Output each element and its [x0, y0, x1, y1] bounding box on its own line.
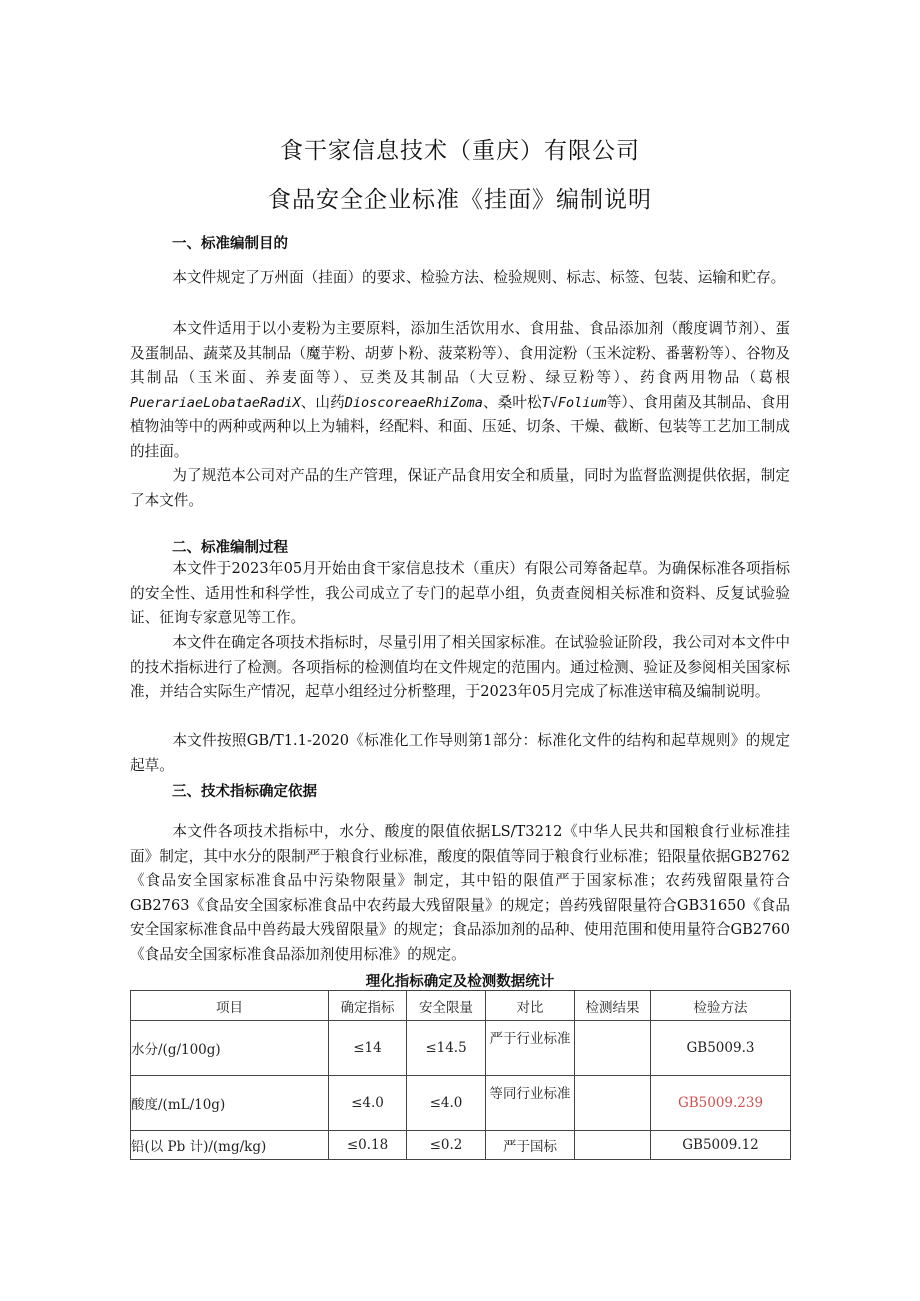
cell-indicator: ≤14: [329, 1021, 407, 1076]
company-title: 食干家信息技术（重庆）有限公司: [280, 138, 640, 164]
cell-result: [575, 1131, 651, 1160]
header-cell: 项目: [131, 991, 329, 1021]
paragraph: 为了规范本公司对产品的生产管理，保证产品食用安全和质量，同时为监督监测提供依据，制定了本文件。: [130, 467, 790, 509]
cell-method: GB5009.12: [651, 1131, 791, 1160]
cell-comparison: 等同行业标准: [486, 1076, 575, 1131]
latin-name: PuerariaeLobataeRadiX: [130, 394, 301, 411]
latin-name: T√Folium: [541, 394, 607, 411]
header-cell: 检验方法: [651, 991, 791, 1021]
cell-limit: ≤0.2: [407, 1131, 486, 1160]
section-2-heading: 二、标准编制过程: [172, 540, 288, 556]
cell-result: [575, 1021, 651, 1076]
cell-item: 酸度/(mL/10g): [131, 1076, 329, 1131]
cell-method: GB5009.3: [651, 1021, 791, 1076]
table-header-row: [131, 991, 791, 1021]
header-cell: 检测结果: [575, 991, 651, 1021]
section-3-heading: 三、技术指标确定依据: [172, 784, 317, 800]
text: 等）、食用菌及其制品、食用植物油等中的两种或两种以上为辅料，经配料、和面、压延、切条、干燥、截断、包装等工艺加工制成的挂面。: [130, 393, 790, 460]
table-row: [131, 1021, 791, 1076]
document-title: 食品安全企业标准《挂面》编制说明: [268, 187, 652, 213]
cell-item: 水分/(g/100g): [131, 1021, 329, 1076]
text: 、桑叶松: [482, 393, 542, 411]
paragraph: 本文件各项技术指标中，水分、酸度的限值依据LS/T3212《中华人民共和国粮食行业标准挂面》制定，其中水分的限制严于粮食行业标准，酸度的限值等同于粮食行业标准；铅限量依据GB2762《食品安全国家标准食品中污染物限量》制定，其中铅的限值严于国家标准；农药残留限量符合GB2763《食品安全国家标准食品中农药最大残留限量》的规定；兽药残留限量符合GB31650《食品安全国家标准食品中兽药最大残留限量》的规定；食品添加剂的品种、使用范围和使用量符合GB2760《食品安全国家标准食品添加剂使用标准》的规定。: [130, 823, 790, 963]
cell-limit: ≤4.0: [407, 1076, 486, 1131]
cell-comparison: 严于国标: [486, 1131, 575, 1160]
cell-indicator: ≤4.0: [329, 1076, 407, 1131]
paragraph: 本文件规定了万州面（挂面）的要求、检验方法、检验规则、标志、标签、包装、运输和贮存。: [172, 269, 786, 286]
cell-limit: ≤14.5: [407, 1021, 486, 1076]
paragraph: 本文件于2023年05月开始由食干家信息技术（重庆）有限公司筹备起草。为确保标准各项指标的安全性、适用性和科学性，我公司成立了专门的起草小组，负责查阅相关标准和资料、反复试验验证、征询专家意见等工作。: [130, 560, 790, 626]
header-cell: 对比: [486, 991, 575, 1021]
table-caption: 理化指标确定及检测数据统计: [365, 974, 555, 990]
latin-name: DioscoreaeRhiZoma: [344, 394, 483, 411]
cell-item: 铅(以 Pb 计)/(mg/kg): [131, 1131, 329, 1160]
text: 本文件适用于以小麦粉为主要原料，添加生活饮用水、食用盐、食品添加剂（酸度调节剂）、蛋及蛋制品、蔬菜及其制品（魔芋粉、胡萝卜粉、菠菜粉等）、食用淀粉（玉米淀粉、番薯粉等）、谷物及其制品（玉米面、养麦面等）、豆类及其制品（大豆粉、绿豆粉等）、药食两用物品（葛根: [130, 320, 790, 386]
section-1-heading: 一、标准编制目的: [172, 236, 288, 252]
text: 、山药: [300, 393, 345, 411]
paragraph: 本文件在确定各项技术指标时，尽量引用了相关国家标准。在试验验证阶段，我公司对本文件中的技术指标进行了检测。各项指标的检测值均在文件规定的范围内。通过检测、验证及参阅相关国家标准，并结合实际生产情况，起草小组经过分析整理，于2023年05月完成了标准送审稿及编制说明。: [130, 634, 790, 700]
indicator-table: [130, 990, 791, 1160]
cell-comparison: 严于行业标准: [486, 1021, 575, 1076]
cell-indicator: ≤0.18: [329, 1131, 407, 1160]
paragraph: 本文件按照GB/T1.1-2020《标准化工作导则第1部分：标准化文件的结构和起草规则》的规定起草。: [130, 732, 790, 774]
cell-result: [575, 1076, 651, 1131]
table-row: [131, 1076, 791, 1131]
cell-method: GB5009.239: [651, 1076, 791, 1131]
header-cell: 安全限量: [407, 991, 486, 1021]
paragraph: [130, 317, 790, 464]
table-row: [131, 1131, 791, 1160]
header-cell: 确定指标: [329, 991, 407, 1021]
